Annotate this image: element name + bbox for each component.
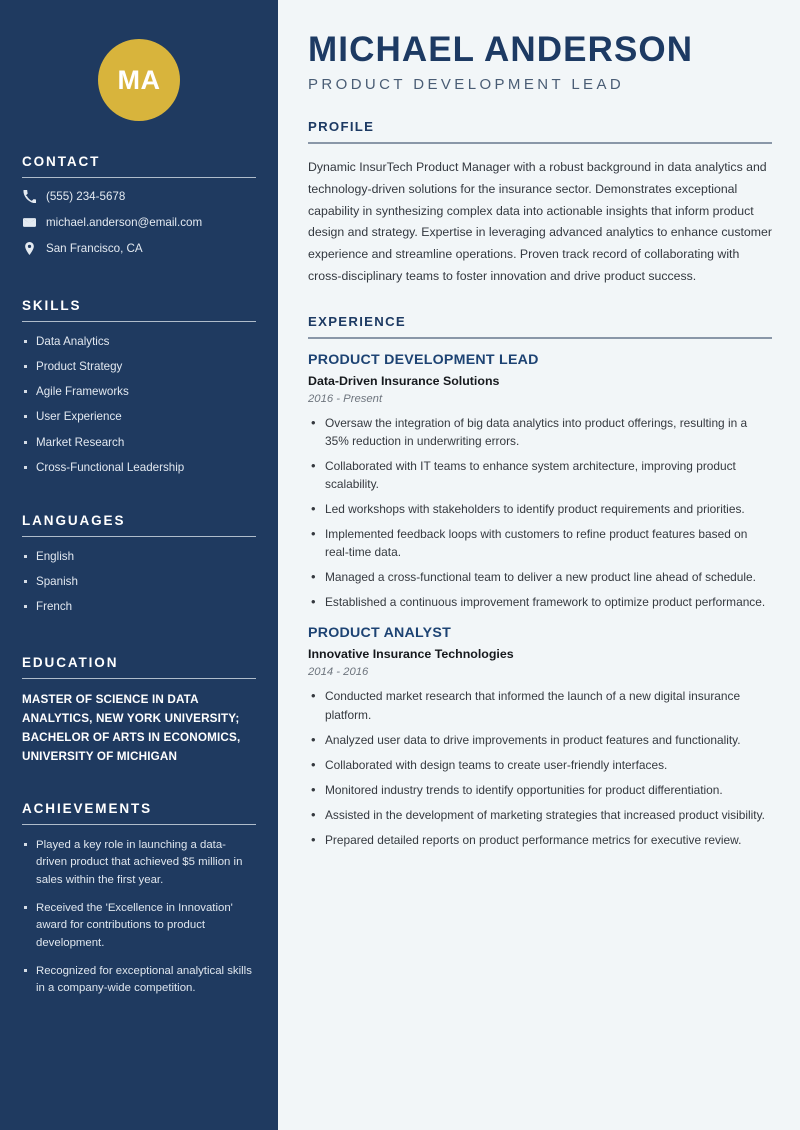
- contact-item-location: [22, 242, 256, 255]
- list-item: Recognized for exceptional analytical skills in a company-wide competition.: [22, 963, 256, 998]
- achievements-list: [22, 837, 256, 998]
- sidebar-section-achievements: [22, 801, 256, 998]
- list-item: Spanish: [22, 574, 256, 590]
- list-item: • Implemented feedback loops with customers to refine product features based on real-time data.: [308, 525, 772, 561]
- skills-heading: SKILLS: [22, 298, 82, 313]
- sidebar-section-skills: [22, 298, 256, 475]
- contact-divider: [22, 177, 256, 178]
- experience-dates: 2016 - Present: [308, 392, 383, 405]
- list-item: • Led workshops with stakeholders to identify product requirements and priorities.: [308, 500, 772, 518]
- skills-list: [22, 334, 256, 475]
- skills-divider: [22, 321, 256, 322]
- list-item: Data Analytics: [22, 334, 256, 350]
- experience-job-title: PRODUCT DEVELOPMENT LEAD: [308, 351, 539, 368]
- experience-bullet-list: [308, 687, 772, 849]
- spacer-above-skills: [22, 268, 256, 298]
- contact-phone-value: (555) 234-5678: [46, 190, 126, 203]
- contact-item-phone[interactable]: [22, 190, 256, 203]
- contact-list: [22, 190, 256, 255]
- map-pin-icon: [22, 242, 36, 255]
- avatar: MA: [98, 39, 180, 121]
- contact-item-email[interactable]: [22, 216, 256, 229]
- list-item: Cross-Functional Leadership: [22, 460, 256, 476]
- contact-location-value: San Francisco, CA: [46, 242, 143, 255]
- avatar-container: [22, 0, 256, 125]
- list-item: • Managed a cross-functional team to deliver a new product line ahead of schedule.: [308, 568, 772, 586]
- main-section-profile: [308, 119, 772, 288]
- phone-icon: [22, 190, 36, 203]
- job-subtitle: PRODUCT DEVELOPMENT LEAD: [308, 76, 625, 94]
- education-text: MASTER OF SCIENCE IN DATA ANALYTICS, NEW YORK UNIVERSITY; BACHELOR OF ARTS IN ECONOMICS, UNIVERSITY OF MICHIGAN: [22, 693, 241, 764]
- list-item: • Collaborated with IT teams to enhance system architecture, improving product scalability.: [308, 457, 772, 493]
- profile-text: Dynamic InsurTech Product Manager with a robust background in data analytics and technology-driven solutions for the insurance sector. Demonstrates exceptional capability in synthesizing complex data into actionable insights that inform product design and strategy. Expertise in leveraging advanced analytics to enhance customer experience and streamline operations. Proven track record of collaborating with cross-disciplinary teams to foster innovation and drive product success.: [308, 159, 772, 284]
- list-item: Played a key role in launching a data-driven product that achieved $5 million in sales within the first year.: [22, 837, 256, 889]
- list-item: French: [22, 599, 256, 615]
- contact-email-value: michael.anderson@email.com: [46, 216, 203, 229]
- sidebar-section-education: [22, 655, 256, 767]
- list-item: • Established a continuous improvement framework to optimize product performance.: [308, 593, 772, 611]
- experience-divider: [308, 337, 772, 339]
- list-item: • Collaborated with design teams to create user-friendly interfaces.: [308, 756, 772, 774]
- list-item: Agile Frameworks: [22, 384, 256, 400]
- list-item: • Assisted in the development of marketing strategies that increased product visibility.: [308, 806, 772, 824]
- education-heading: EDUCATION: [22, 655, 119, 671]
- list-item: • Conducted market research that informed the launch of a new digital insurance platform.: [308, 687, 772, 723]
- languages-heading: LANGUAGES: [22, 512, 126, 528]
- list-item: • Oversaw the integration of big data analytics into product offerings, resulting in a 35% reduction in underwriting errors.: [308, 414, 772, 450]
- envelope-icon: [22, 216, 36, 229]
- list-item: Market Research: [22, 435, 256, 451]
- experience-entry: [308, 352, 772, 612]
- experience-job-title: PRODUCT ANALYST: [308, 625, 452, 642]
- list-item: • Prepared detailed reports on product performance metrics for executive review.: [308, 831, 772, 849]
- contact-heading: CONTACT: [22, 154, 101, 169]
- sidebar: [0, 0, 278, 1130]
- languages-divider: [22, 536, 256, 537]
- main-section-experience: [308, 314, 772, 849]
- spacer-above-contact: [22, 125, 256, 154]
- achievements-heading: ACHIEVEMENTS: [22, 801, 153, 817]
- experience-entry: [308, 625, 772, 849]
- main-content: [286, 0, 800, 1130]
- profile-heading: PROFILE: [308, 119, 375, 135]
- spacer-above-education: [22, 624, 256, 655]
- languages-list: [22, 549, 256, 615]
- column-gap: [278, 0, 286, 1130]
- experience-company: Innovative Insurance Technologies: [308, 647, 514, 662]
- list-item: User Experience: [22, 409, 256, 425]
- experience-dates: 2014 - 2016: [308, 666, 369, 679]
- list-item: • Monitored industry trends to identify opportunities for product differentiation.: [308, 781, 772, 799]
- education-divider: [22, 678, 256, 679]
- sidebar-section-contact: [22, 154, 256, 255]
- list-item: Received the 'Excellence in Innovation' award for contributions to product development.: [22, 900, 256, 952]
- list-item: English: [22, 549, 256, 565]
- list-item: Product Strategy: [22, 359, 256, 375]
- experience-company: Data-Driven Insurance Solutions: [308, 373, 500, 388]
- list-item: • Analyzed user data to drive improvements in product features and functionality.: [308, 731, 772, 749]
- page-title: MICHAEL ANDERSON: [308, 30, 694, 69]
- spacer-above-achievements: [22, 767, 256, 801]
- experience-heading: EXPERIENCE: [308, 314, 407, 330]
- experience-bullet-list: [308, 414, 772, 612]
- achievements-divider: [22, 824, 256, 825]
- sidebar-section-languages: [22, 513, 256, 615]
- spacer-above-languages: [22, 485, 256, 513]
- profile-divider: [308, 142, 772, 144]
